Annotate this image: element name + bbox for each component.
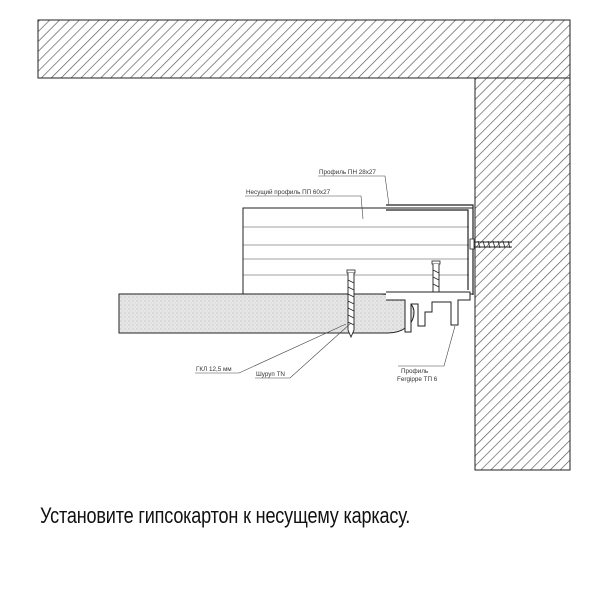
- label-gkl: ГКЛ 12,5 мм: [196, 366, 232, 373]
- label-fergippe-line1: Профиль: [401, 368, 429, 375]
- label-profile-pp: Несущий профиль ПП 60х27: [246, 189, 331, 196]
- wall: [475, 78, 570, 470]
- ceiling-slab: [38, 20, 570, 78]
- label-profile-pn: Профиль ПН 28х27: [319, 169, 376, 176]
- instruction-caption: Установите гипсокартон к несущему каркасу.: [40, 503, 411, 528]
- gypsum-board: [119, 294, 414, 333]
- label-screw-tn: Шуруп TN: [256, 371, 285, 378]
- label-fergippe-line2: Fergippe ТП 6: [397, 376, 438, 383]
- screw-tn-board: [347, 270, 355, 337]
